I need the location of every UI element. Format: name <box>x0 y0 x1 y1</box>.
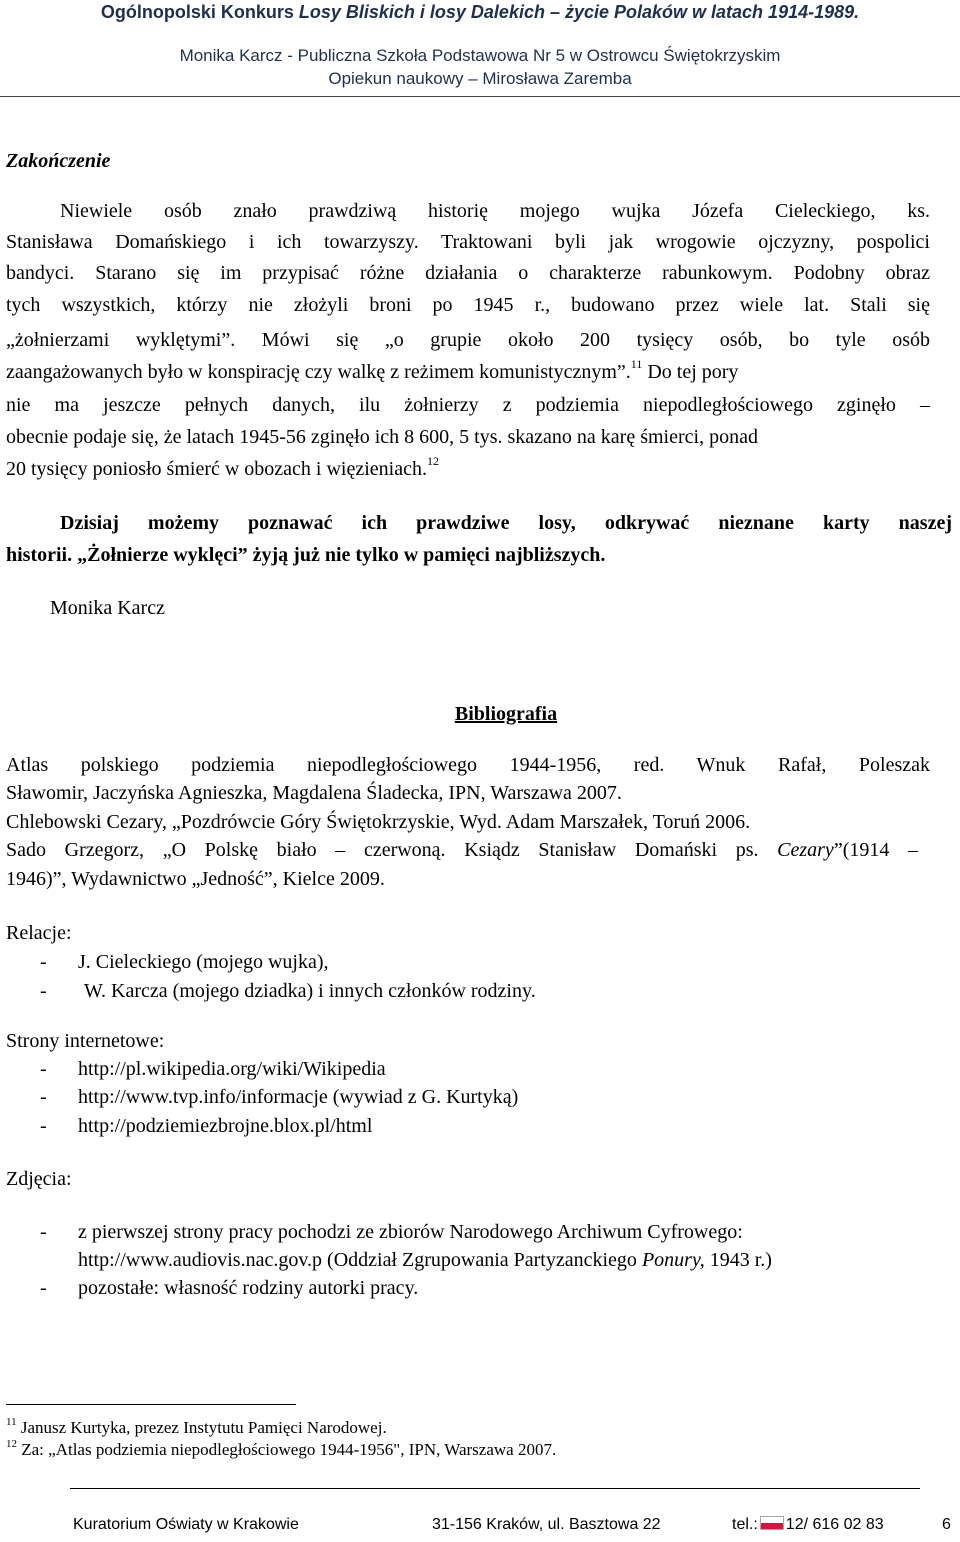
poland-flag-icon <box>760 1516 784 1530</box>
header-supervisor: Opiekun naukowy – Mirosława Zaremba <box>328 69 632 88</box>
footer-phone <box>732 1516 884 1534</box>
header-title-prefix: Ogólnopolski Konkurs <box>100 2 299 22</box>
section-heading-bibliografia: Bibliografia <box>454 703 558 725</box>
paragraph-line: bandyci. Starano się im przypisać różne działania o charakterze rabunkowym. Podobny obraz <box>6 262 930 284</box>
paragraph-line: Stanisława Domańskiego i ich towarzyszy. Traktowani byli jak wrogowie ojczyzny, pospolici <box>6 231 930 253</box>
bibliography-text: Sado Grzegorz, „O Polskę biało – czerwoną. Ksiądz Stanisław Domański ps. <box>6 839 778 861</box>
footer-phone-label: tel.: <box>732 1516 758 1533</box>
page-number: 6 <box>942 1516 951 1533</box>
footnote <box>6 1440 556 1460</box>
paragraph-line: obecnie podaje się, że latach 1945-56 zginęło ich 8 600, 5 tys. skazano na karę śmierci, ponad <box>6 426 758 448</box>
bibliography-line: 1946)”, Wydawnictwo „Jedność”, Kielce 2009. <box>6 868 385 890</box>
footnote-number: 11 <box>6 1416 17 1428</box>
list-dash: - <box>40 980 47 1002</box>
paragraph-line-with-ref <box>6 357 738 388</box>
web-link[interactable]: http://pl.wikipedia.org/wiki/Wikipedia <box>78 1058 386 1080</box>
list-item: z pierwszej strony pracy pochodzi ze zbiorów Narodowego Archiwum Cyfrowego: <box>78 1221 743 1243</box>
paragraph-line: zaangażowanych było w konspirację czy walkę z reżimem komunistycznym”. <box>6 361 631 383</box>
header-divider <box>0 96 960 97</box>
bibliography-text: ”(1914 – <box>833 839 919 861</box>
paragraph-line: 20 tysięcy poniosło śmierć w obozach i więzieniach. <box>6 458 427 480</box>
photo-source-year: 1943 r.) <box>704 1249 772 1271</box>
list-dash: - <box>40 1277 47 1299</box>
relacje-label: Relacje: <box>6 922 72 944</box>
footnote-text: Janusz Kurtyka, prezez Instytutu Pamięci Narodowej. <box>20 1418 387 1437</box>
footnote <box>6 1418 387 1438</box>
list-item-continuation <box>78 1245 772 1276</box>
header-author-school: Monika Karcz - Publiczna Szkoła Podstawowa Nr 5 w Ostrowcu Świętokrzyskim <box>179 46 781 65</box>
document-header-title <box>0 2 960 23</box>
bold-conclusion-line: Dzisiaj możemy poznawać ich prawdziwe losy, odkrywać nieznane karty naszej <box>60 512 952 534</box>
footer-organization: Kuratorium Oświaty w Krakowie <box>73 1516 299 1533</box>
paragraph-line: Niewiele osób znało prawdziwą historię mojego wujka Józefa Cieleckiego, ks. <box>60 200 930 222</box>
bibliography-line <box>6 835 918 866</box>
paragraph-line: nie ma jeszcze pełnych danych, ilu żołnierzy z podziemia niepodległościowego zginęło – <box>6 394 930 416</box>
list-dash: - <box>40 1115 47 1137</box>
bold-conclusion-line: historii. „Żołnierze wyklęci” żyją już nie tylko w pamięci najbliższych. <box>6 544 606 566</box>
paragraph-line: „żołnierzami wyklętymi”. Mówi się „o grupie około 200 tysięcy osób, bo tyle osób <box>6 329 930 351</box>
list-item: J. Cieleckiego (mojego wujka), <box>78 951 329 973</box>
paragraph-line: tych wszystkich, którzy nie złożyli broni po 1945 r., budowano przez wiele lat. Stali się <box>6 294 930 316</box>
web-link[interactable]: http://www.tvp.info/informacje (wywiad z G. Kurtyką) <box>78 1086 519 1108</box>
section-heading-zakonczenie: Zakończenie <box>6 150 111 172</box>
photo-source: http://www.audiovis.nac.gov.p (Oddział Zgrupowania Partyzanckiego <box>78 1249 642 1271</box>
web-link[interactable]: http://podziemiezbrojne.blox.pl/html <box>78 1115 373 1137</box>
footnote-text: Za: „Atlas podziemia niepodległościowego 1944-1956", IPN, Warszawa 2007. <box>21 1440 557 1459</box>
bibliography-line: Atlas polskiego podziemia niepodległościowego 1944-1956, red. Wnuk Rafał, Poleszak <box>6 754 930 776</box>
strony-label: Strony internetowe: <box>6 1030 165 1052</box>
footer-phone-number: 12/ 616 02 83 <box>785 1516 884 1533</box>
header-title-competition: Losy Bliskich i losy Dalekich – życie Polaków w latach 1914-1989. <box>298 2 860 22</box>
list-dash: - <box>40 951 47 973</box>
list-item: pozostałe: własność rodziny autorki pracy. <box>78 1277 419 1299</box>
bibliography-line: Sławomir, Jaczyńska Agnieszka, Magdalena Śladecka, IPN, Warszawa 2007. <box>6 782 622 804</box>
paragraph-line-with-ref <box>6 454 439 485</box>
footnote-divider <box>6 1404 296 1405</box>
footnote-ref-12: 12 <box>427 454 439 468</box>
footer-divider <box>70 1488 920 1489</box>
footnote-number: 12 <box>6 1438 17 1450</box>
bibliography-pseudonym: Cezary <box>777 839 834 861</box>
footer-address: 31-156 Kraków, ul. Basztowa 22 <box>432 1516 661 1533</box>
bibliography-line: Chlebowski Cezary, „Pozdrówcie Góry Świętokrzyskie, Wyd. Adam Marszałek, Toruń 2006. <box>6 811 751 833</box>
list-dash: - <box>40 1221 47 1243</box>
zdjecia-label: Zdjęcia: <box>6 1168 72 1190</box>
photo-source-name: Ponury, <box>641 1249 705 1271</box>
footnote-ref-11: 11 <box>630 357 643 371</box>
list-dash: - <box>40 1086 47 1108</box>
list-dash: - <box>40 1058 47 1080</box>
author-signature: Monika Karcz <box>50 597 165 619</box>
paragraph-line: Do tej pory <box>647 361 739 383</box>
list-item: W. Karcza (mojego dziadka) i innych członków rodziny. <box>84 980 536 1002</box>
